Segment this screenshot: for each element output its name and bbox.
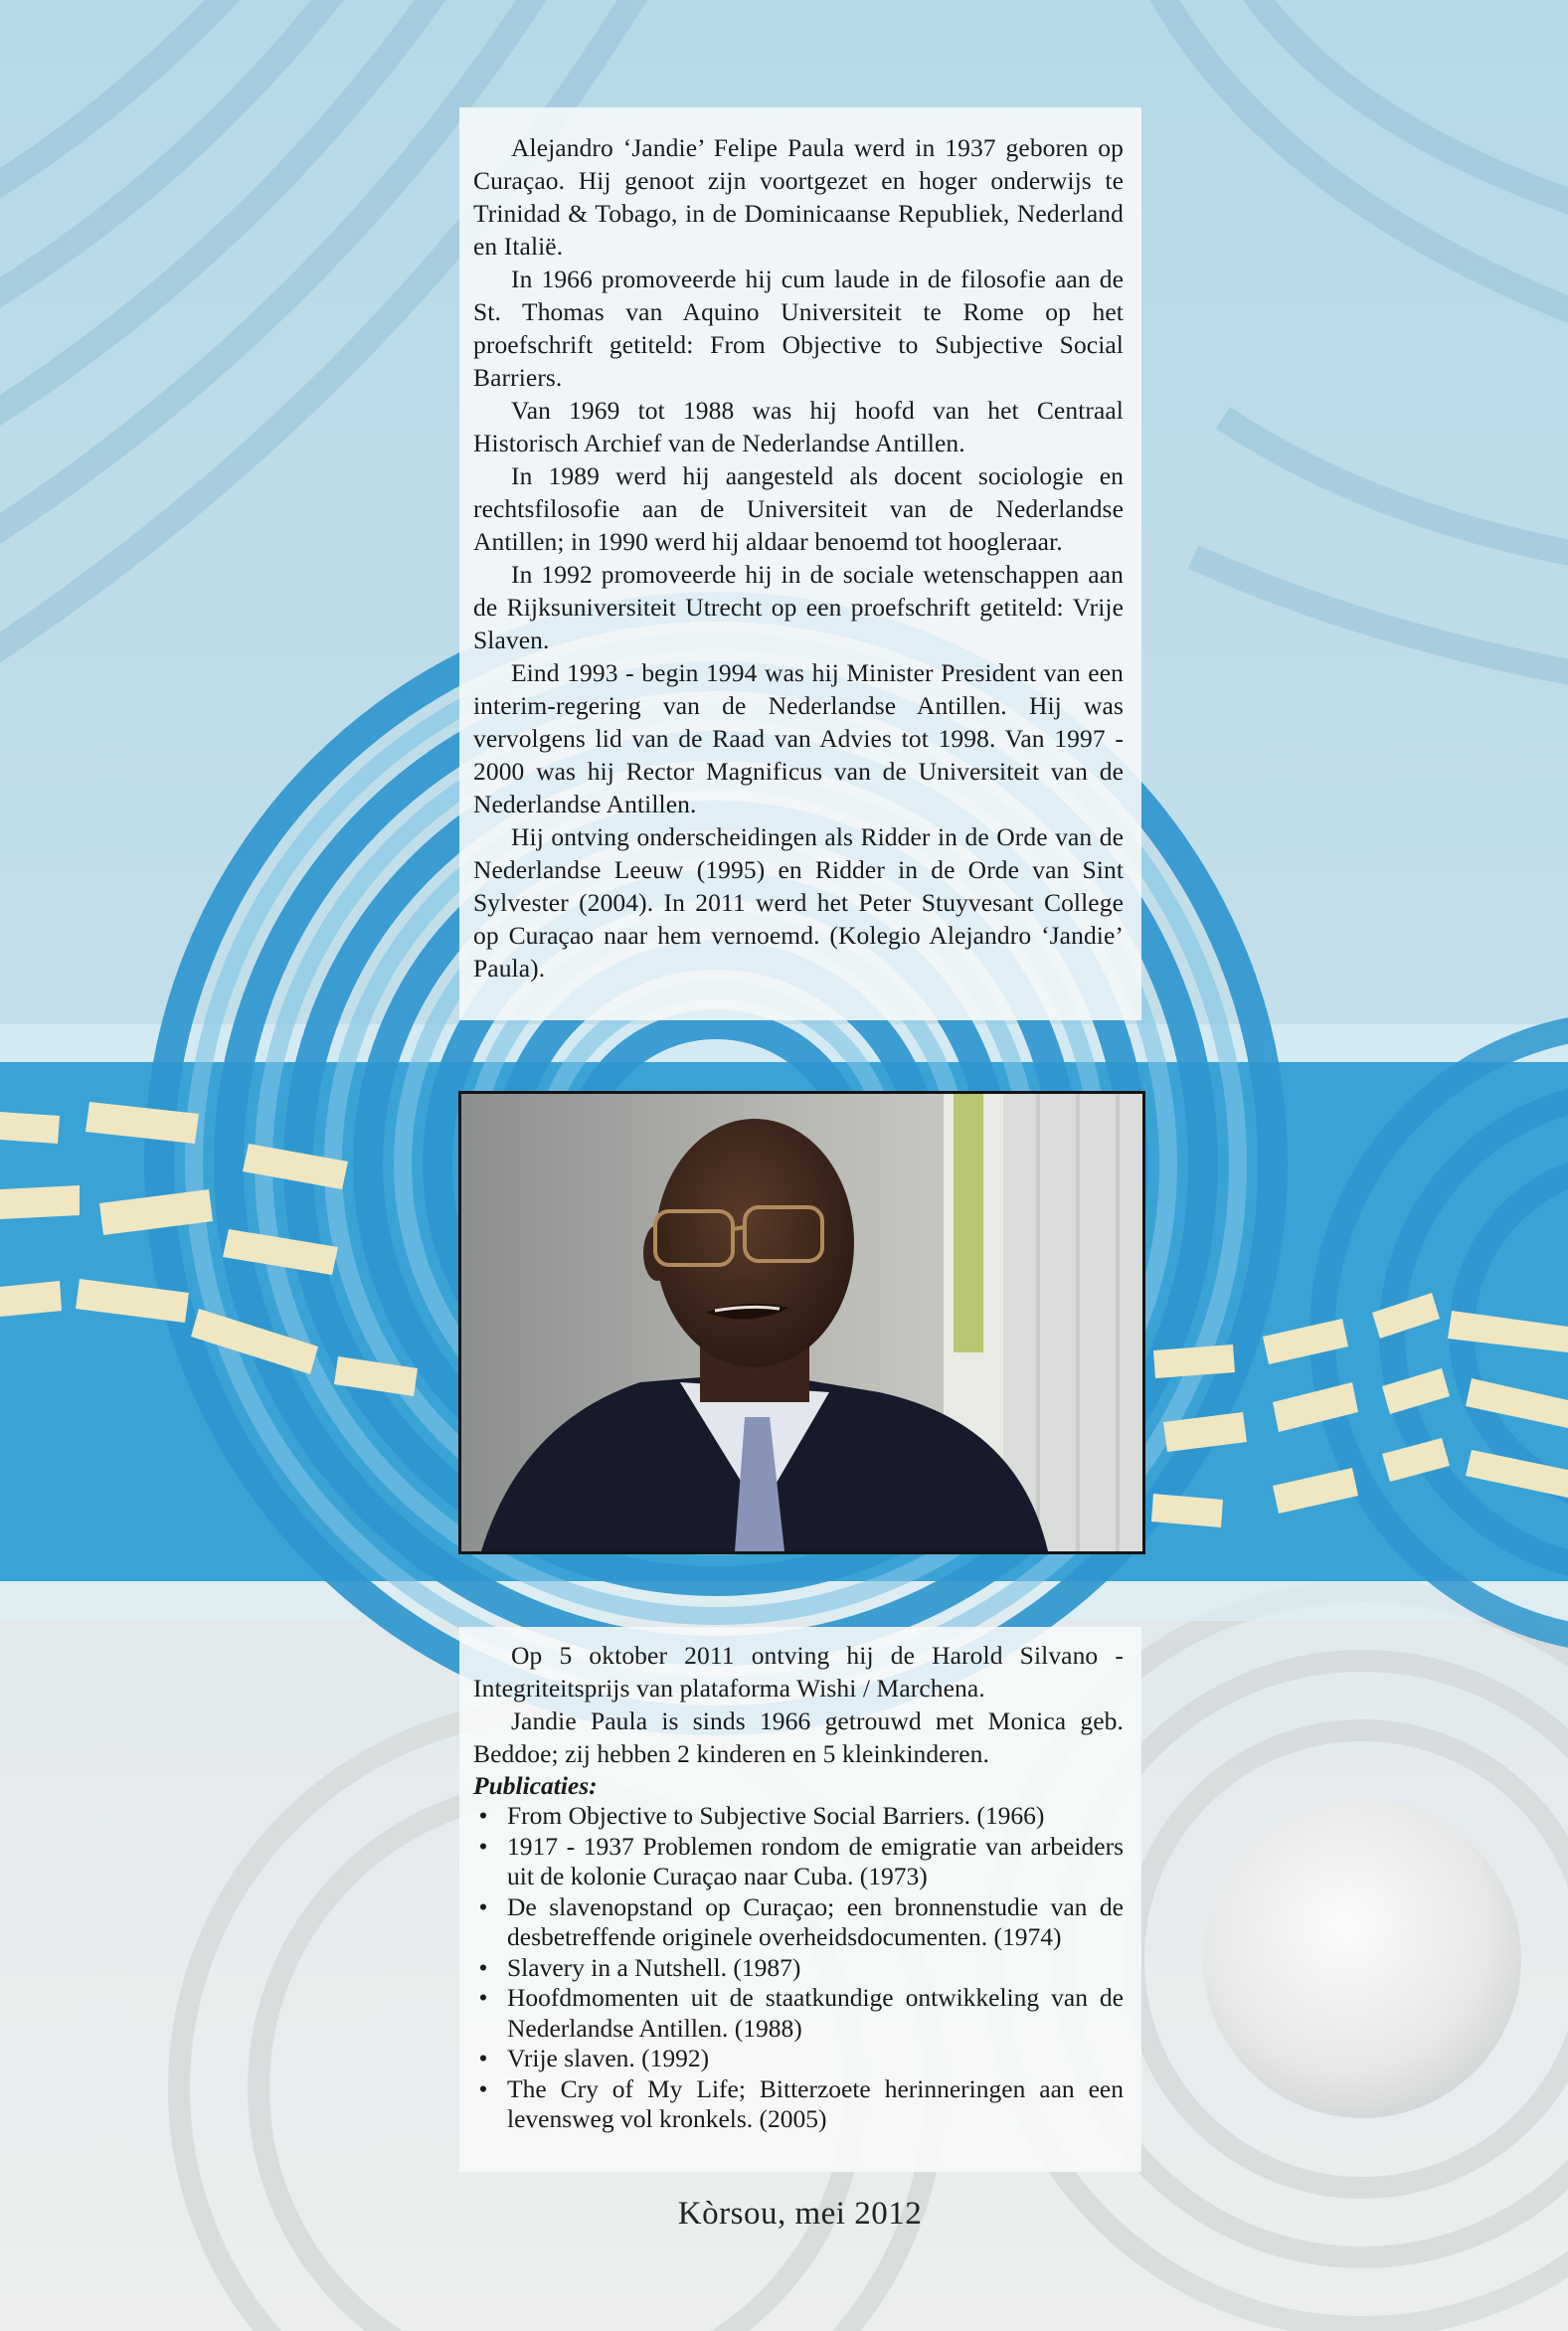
list-item — [473, 1983, 1124, 2044]
publications-panel — [459, 1627, 1141, 2172]
bio-paragraph-5: In 1992 promoveerde hij in de sociale wetenschappen aan de Rijksuniversiteit Utrecht op een proefschrift getiteld: Vrije Slaven. — [473, 560, 1124, 654]
bullet-icon: • — [478, 2073, 488, 2103]
publication-title: Vrije slaven. (1992) — [507, 2044, 710, 2072]
bio-paragraph-2: In 1966 promoveerde hij cum laude in de filosofie aan de St. Thomas van Aquino Universiteit te Rome op het proefschrift getiteld: From Objective to Subjective Social Barriers. — [473, 265, 1124, 392]
bullet-icon: • — [478, 1952, 488, 1982]
bio-paragraph-4: In 1989 werd hij aangesteld als docent sociologie en rechtsfilosofie aan de Universiteit van de Nederlandse Antillen; in 1990 werd hij aldaar benoemd tot hoogleraar. — [473, 461, 1124, 556]
bio-paragraph-7: Hij ontving onderscheidingen als Ridder in de Orde van de Nederlandse Leeuw (1995) en Ridder in de Orde van Sint Sylvester (2004). In 2011 werd het Peter Stuyvesant College op Curaçao naar hem vernoemd. (Kolegio Alejandro ‘Jandie’ Paula). — [473, 822, 1124, 983]
place-date-text: Kòrsou, mei 2012 — [677, 2196, 923, 2232]
list-item — [473, 2044, 1124, 2074]
list-item — [473, 1953, 1124, 1984]
family-paragraph: Jandie Paula is sinds 1966 getrouwd met Monica geb. Beddoe; zij hebben 2 kinderen en 5 kleinkinderen. — [473, 1706, 1124, 1768]
bullet-icon: • — [478, 1891, 488, 1921]
publication-title: 1917 - 1937 Problemen rondom de emigratie van arbeiders uit de kolonie Curaçao naar Cuba. (1973) — [507, 1831, 1124, 1890]
bio-paragraph-3: Van 1969 tot 1988 was hij hoofd van het Centraal Historisch Archief van de Nederlandse Antillen. — [473, 396, 1124, 457]
publication-title: From Objective to Subjective Social Barriers. (1966) — [507, 1801, 1045, 1830]
publication-title: The Cry of My Life; Bitterzoete herinneringen aan een levensweg vol kronkels. (2005) — [507, 2073, 1124, 2133]
publication-title: Hoofdmomenten uit de staatkundige ontwikkeling van de Nederlandse Antillen. (1988) — [507, 1983, 1124, 2043]
bullet-icon: • — [478, 1831, 488, 1861]
publication-title: De slavenopstand op Curaçao; een bronnenstudie van de desbetreffende originele overheidsdocumenten. (1974) — [507, 1891, 1124, 1951]
bullet-icon: • — [478, 2044, 488, 2072]
portrait-photo — [458, 1091, 1145, 1554]
publications-list — [473, 1801, 1124, 2135]
award-paragraph: Op 5 oktober 2011 ontving hij de Harold Silvano - Integriteitsprijs van plataforma Wishi / Marchena. — [473, 1641, 1124, 1703]
biography-panel — [459, 107, 1141, 1020]
publication-title: Slavery in a Nutshell. (1987) — [507, 1952, 801, 1982]
bio-paragraph-1: Alejandro ‘Jandie’ Felipe Paula werd in 1937 geboren op Curaçao. Hij genoot zijn voortgezet en hoger onderwijs te Trinidad & Tobago, in de Dominicaanse Republiek, Nederland en Italië. — [473, 133, 1124, 261]
place-date-footer — [0, 2196, 1568, 2233]
list-item — [473, 2074, 1124, 2135]
list-item — [473, 1892, 1124, 1953]
list-item — [473, 1801, 1124, 1832]
bullet-icon: • — [478, 1983, 488, 2012]
list-item — [473, 1832, 1124, 1892]
bio-paragraph-6: Eind 1993 - begin 1994 was hij Minister President van een interim-regering van de Nederlandse Antillen. Hij was vervolgens lid van de Raad van Advies tot 1998. Van 1997 - 2000 was hij Rector Magnificus van de Universiteit van de Nederlandse Antillen. — [473, 658, 1124, 818]
bullet-icon: • — [478, 1801, 488, 1830]
publications-heading: Publicaties: — [473, 1771, 598, 1800]
